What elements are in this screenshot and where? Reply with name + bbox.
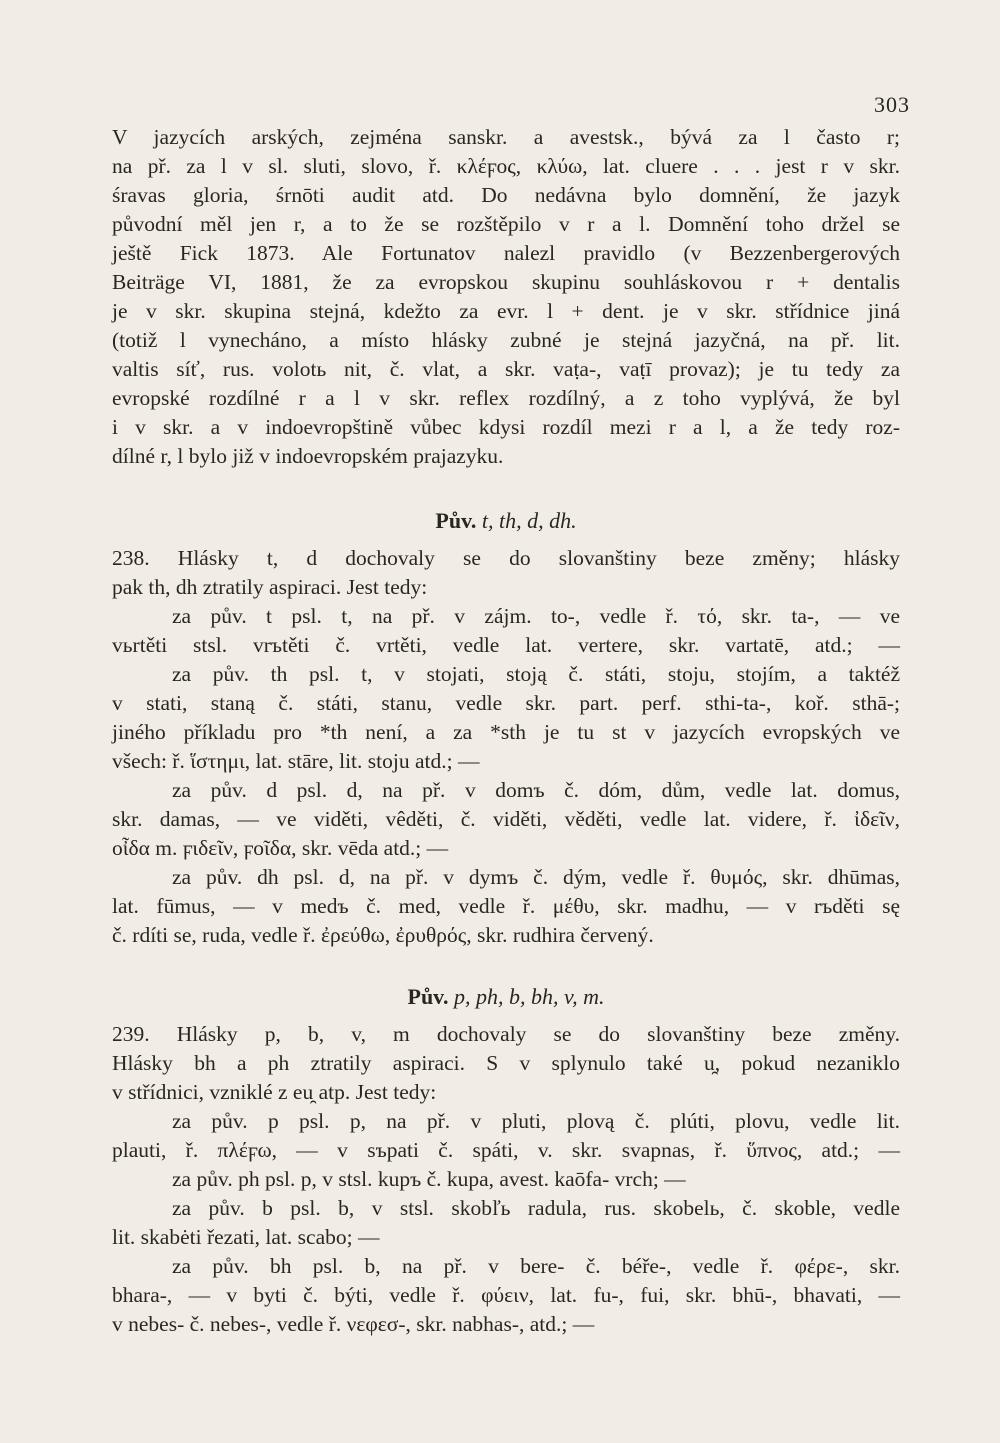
text-line: plauti, ř. πλέϝω, — v sъpati č. spáti, v. skr. svapnas, ř. ὕπνος, atd.; — (112, 1138, 900, 1162)
text-line: v střídnici, vzniklé z eu̯ atp. Jest tedy: (112, 1080, 437, 1104)
text-line: za pův. p psl. p, na př. v pluti, plovą č. plúti, plovu, vedle lit. (172, 1109, 900, 1133)
text-line: bhara-, — v byti č. býti, vedle ř. φύειν, lat. fu-, fui, skr. bhū-, bhavati, — (112, 1283, 900, 1307)
text-line: lat. fūmus, — v medъ č. med, vedle ř. μέθυ, skr. madhu, — v rъděti sę (112, 894, 900, 918)
text-line: (totiž l vynecháno, a místo hlásky zubné je stejná jazyčná, na př. lit. (112, 328, 900, 352)
heading-label: Pův. (435, 508, 477, 533)
section-heading-labials (112, 982, 900, 1012)
text-line: jiného příkladu pro *th není, a za *sth je tu st v jazycích evropských ve (112, 720, 900, 744)
text-line: za pův. dh psl. d, na př. v dymъ č. dým, vedle ř. θυμός, skr. dhūmas, (172, 865, 900, 889)
text-line: valtis síť, rus. volotь nit, č. vlat, a skr. vaṭa-, vaṭī provaz); je tu tedy za (112, 357, 900, 381)
text-line: za pův. bh psl. b, na př. v bere- č. béře-, vedle ř. φέρε-, skr. (172, 1254, 900, 1278)
text-line: za pův. ph psl. p, v stsl. kupъ č. kupa, avest. kaōfa- vrch; — (172, 1167, 686, 1191)
text-line: οἶδα m. ϝιδεῖν, ϝοῖδα, skr. vēda atd.; — (112, 836, 449, 860)
heading-label: Pův. (407, 984, 449, 1009)
text-line: původní měl jen r, a to že se rozštěpilo v r a l. Domnění toho držel se (112, 212, 900, 236)
text-line: za pův. d psl. d, na př. v domъ č. dóm, dům, vedle lat. domus, (172, 778, 900, 802)
text-line: 238. Hlásky t, d dochovaly se do slovanštiny beze změny; hlásky (112, 546, 900, 570)
text-line: Hlásky bh a ph ztratily aspiraci. S v splynulo také u̯, pokud nezaniklo (112, 1051, 900, 1075)
text-line: evropské rozdílné r a l v skr. reflex rozdílný, a z toho vyplývá, že byl (112, 386, 900, 410)
text-line: i v skr. a v indoevropštině vůbec kdysi rozdíl mezi r a l, a že tedy roz- (112, 415, 900, 439)
heading-letters: p, ph, b, bh, v, m. (453, 984, 605, 1009)
text-line: V jazycích arských, zejména sanskr. a avestsk., bývá za l často r; (112, 125, 900, 149)
text-line: ještě Fick 1873. Ale Fortunatov nalezl pravidlo (v Bezzenbergerových (112, 241, 900, 265)
text-line: vьrtěti stsl. vrъtěti č. vrtěti, vedle lat. vertere, skr. vartatē, atd.; — (112, 633, 900, 657)
text-line: 239. Hlásky p, b, v, m dochovaly se do slovanštiny beze změny. (112, 1022, 900, 1046)
text-line: za pův. th psl. t, v stojati, stoją č. státi, stoju, stojím, a taktéž (172, 662, 900, 686)
text-line: je v skr. skupina stejná, kdežto za evr. l + dent. je v skr. střídnice jiná (112, 299, 900, 323)
text-line: lit. skabėti řezati, lat. scabo; — (112, 1225, 380, 1249)
text-line: v stati, staną č. státi, stanu, vedle skr. part. perf. sthi-ta-, koř. sthā-; (112, 691, 900, 715)
text-line: č. rdíti se, ruda, vedle ř. ἐρεύθω, ἐρυθρός, skr. rudhira červený. (112, 923, 654, 947)
text-line: za pův. t psl. t, na př. v zájm. to-, vedle ř. τό, skr. ta-, — ve (172, 604, 900, 628)
page-number: 303 (874, 92, 910, 117)
text-line: na př. za l v sl. sluti, slovo, ř. κλέϝος, κλύω, lat. cluere . . . jest r v skr. (112, 154, 900, 178)
text-line: Beiträge VI, 1881, že za evropskou skupinu souhláskovou r + dentalis (112, 270, 900, 294)
text-line: za pův. b psl. b, v stsl. skobľь radula, rus. skobelь, č. skoble, vedle (172, 1196, 900, 1220)
heading-letters: t, th, d, dh. (481, 508, 577, 533)
section-heading-dentals (112, 506, 900, 536)
text-line: pak th, dh ztratily aspiraci. Jest tedy: (112, 575, 428, 599)
text-line: skr. damas, — ve viděti, vêděti, č. viděti, věděti, vedle lat. videre, ř. ἰδεῖν, (112, 807, 900, 831)
text-line: śravas gloria, śrnōti audit atd. Do nedávna bylo domnění, že jazyk (112, 183, 900, 207)
text-line: v nebes- č. nebes-, vedle ř. νεφεσ-, skr. nabhas-, atd.; — (112, 1312, 595, 1336)
text-line: všech: ř. ἵστημι, lat. stāre, lit. stoju atd.; — (112, 749, 480, 773)
text-line: dílné r, l bylo již v indoevropském prajazyku. (112, 444, 504, 468)
